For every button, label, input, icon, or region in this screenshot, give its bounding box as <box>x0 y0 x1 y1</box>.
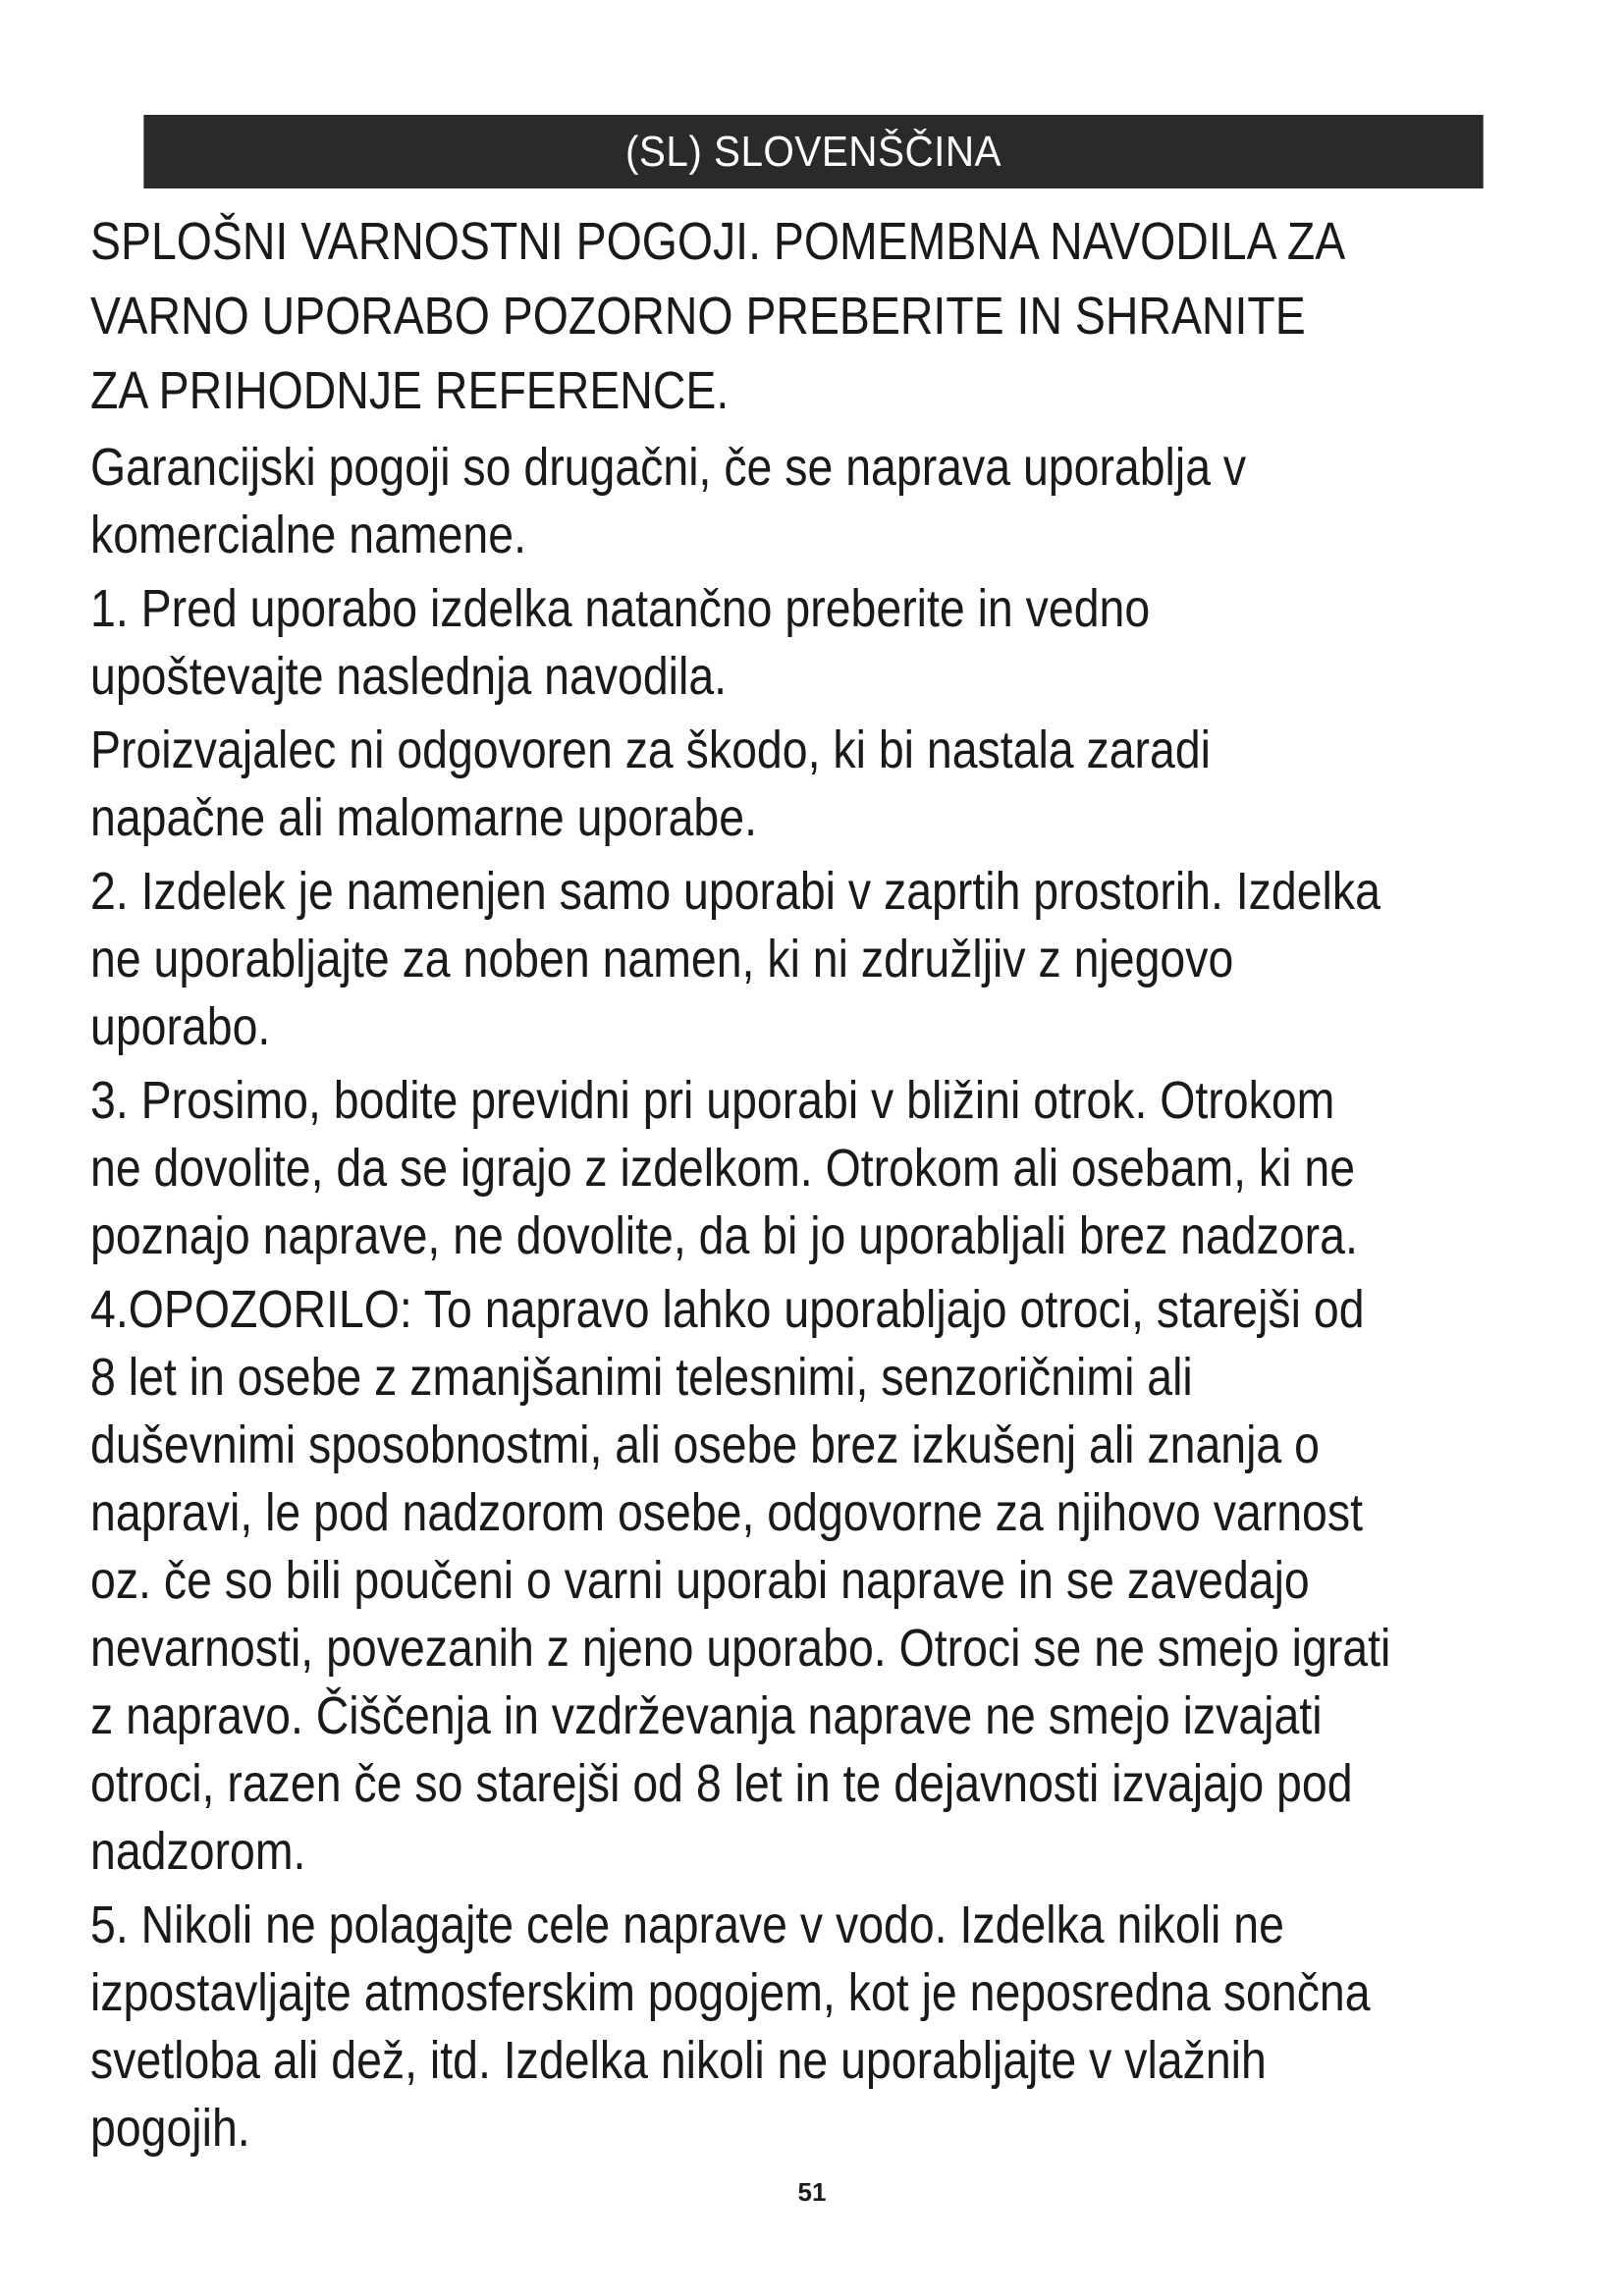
language-header-bar <box>143 115 1483 188</box>
instruction-item-2: 2. Izdelek je namenjen samo uporabi v zaprtih prostorih. Izdelka ne uporabljajte za noben namen, ki ni združljiv z njegovo uporabo. <box>90 862 1380 1056</box>
page-number: 51 <box>797 2177 827 2207</box>
document-title: SPLOŠNI VARNOSTNI POGOJI. POMEMBNA NAVODILA ZA VARNO UPORABO POZORNO PREBERITE IN SHRANITE ZA PRIHODNJE REFERENCE. <box>90 212 1346 420</box>
instruction-item-1: 1. Pred uporabo izdelka natančno preberite in vedno upoštevajte naslednja navodila. <box>90 579 1151 706</box>
language-label: (SL) SLOVENŠČINA <box>624 127 1002 176</box>
instruction-item-3: 3. Prosimo, bodite previdni pri uporabi v bližini otrok. Otrokom ne dovolite, da se igrajo z izdelkom. Otrokom ali osebam, ki ne poznajo naprave, ne dovolite, da bi jo uporabljali brez nadzora. <box>90 1071 1358 1265</box>
warranty-paragraph: Garancijski pogoji so drugačni, če se naprava uporablja v komercialne namene. <box>90 438 1247 564</box>
instruction-item-4: 4.OPOZORILO: To napravo lahko uporabljajo otroci, starejši od 8 let in osebe z zmanjšanimi telesnimi, senzoričnimi ali duševnimi sposobnostmi, ali osebe brez izkušenj ali znanja o napravi, le pod nadzorom osebe, odgovorne za njihovo varnost oz. če so bili poučeni o varni uporabi naprave in se zavedajo nevarnosti, povezanih z njeno uporabo. Otroci se ne smejo igrati z napravo. Čiščenja in vzdrževanja naprave ne smejo izvajati otroci, razen če so starejši od 8 let in te dejavnosti izvajajo pod nadzorom. <box>90 1280 1391 1881</box>
document-body <box>90 204 1555 2168</box>
instruction-item-5: 5. Nikoli ne polagajte cele naprave v vodo. Izdelka nikoli ne izpostavljajte atmosferskim pogojem, kot je neposredna sončna svetloba ali dež, itd. Izdelka nikoli ne uporabljajte v vlažnih pogojih. <box>90 1896 1371 2158</box>
liability-paragraph: Proizvajalec ni odgovoren za škodo, ki bi nastala zaradi napačne ali malomarne uporabe. <box>90 721 1212 847</box>
